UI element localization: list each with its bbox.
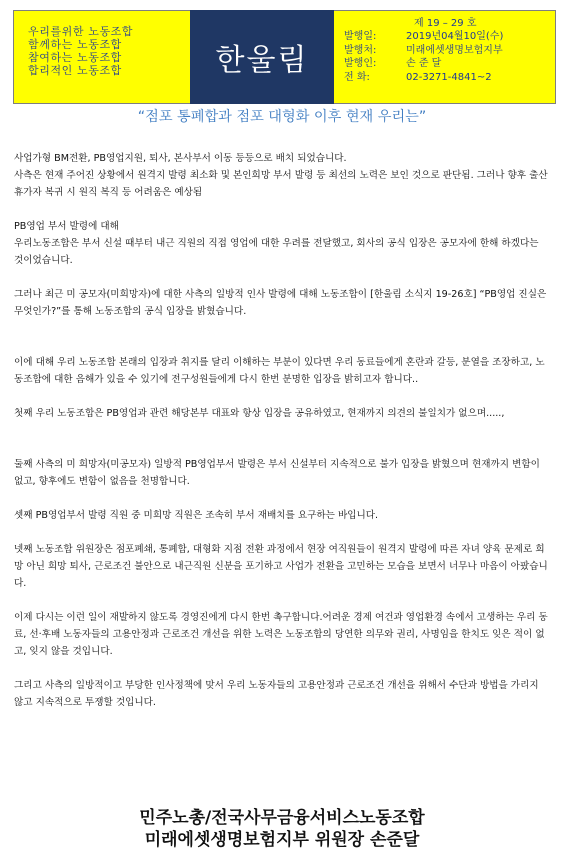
- paragraph: 사측은 현재 주어진 상황에서 원격지 발령 최소화 및 본인희망 부서 발령 등 최선의 노력은 보인 것으로 판단됨. 그러나 향후 출산 휴가자 복귀 시 원직 복직 등 어려움은 예상됨: [14, 170, 548, 198]
- paragraph: 이제 다시는 이런 일이 재발하지 않도록 경영진에게 다시 한번 촉구합니다.어려운 경제 여건과 영업환경 속에서 고생하는 우리 동료, 선·후배 노동자들의 고용안정과 근로조건 개선을 위한 노력은 노동조합의 당연한 의무와 권리, 사명임을 한치도 잊은 적이 없고, 잊지 않을 것입니다.: [14, 612, 548, 657]
- paragraph: 그리고 사측의 일방적이고 부당한 인사정책에 맞서 우리 노동자들의 고용안정과 근로조건 개선을 위해서 수단과 방법을 가리지 않고 지속적으로 투쟁할 것입니다.: [14, 680, 539, 708]
- issue-number: 제 19 – 29 호: [414, 18, 477, 29]
- slogan-line: 함께하는 노동조합: [28, 38, 122, 51]
- paragraph: 첫째 우리 노동조합은 PB영업과 관련 해당본부 대표와 항상 입장을 공유하였고, 현재까지 의견의 불일치가 없으며.....,: [14, 408, 505, 419]
- paragraph: 넷째 노동조합 위원장은 점포폐쇄, 통폐합, 대형화 지점 전환 과정에서 현장 여직원들이 원격지 발령에 따른 자녀 양육 문제로 희망 아닌 희망 퇴사, 근로조건 불안으로 내근직원 신분을 포기하고 사업가 전환을 고민하는 모습을 보면서 너무나 마음이 아팠습니다.: [14, 544, 548, 589]
- paragraph: 우리노동조합은 부서 신설 때부터 내근 직원의 직접 영업에 대한 우려를 전달했고, 회사의 공식 입장은 공모자에 한해 하겠다는 것이었습니다.: [14, 238, 539, 266]
- publisher-row: [344, 44, 552, 57]
- masthead-title: 한울림: [190, 10, 334, 104]
- article-headline: “점포 통폐합과 점포 대형화 이후 현재 우리는”: [137, 109, 427, 125]
- phone-number: 02-3271-4841~2: [406, 71, 492, 83]
- issuer-label: 발행인:: [344, 58, 377, 70]
- issuer: 손 준 달: [406, 58, 442, 70]
- slogan-line: 참여하는 노동조합: [28, 51, 122, 64]
- slogan-list: [28, 25, 188, 77]
- signature-block: [0, 807, 564, 851]
- section-subheading: PB영업 부서 발령에 대해: [14, 221, 119, 232]
- publish-date: 2019년04월10일(수): [406, 31, 504, 43]
- publish-date-row: [344, 30, 552, 43]
- paragraph: 그러나 최근 미 공모자(미희망자)에 대한 사측의 일방적 인사 발령에 대해 노동조합이 [한울림 소식지 19-26호] “PB영업 진실은 무엇인가?”를 통해 노동조합의 공식 입장을 밝혔습니다.: [14, 289, 547, 317]
- union-name: 민주노총/전국사무금융서비스노동조합: [139, 808, 425, 828]
- signatory: 미래에셋생명보험지부 위원장 손준달: [144, 830, 420, 850]
- slogan-line: 우리를위한 노동조합: [28, 25, 134, 38]
- publisher: 미래에셋생명보험지부: [406, 44, 503, 56]
- newsletter-header: [13, 10, 556, 104]
- paragraph: 셋째 PB영업부서 발령 직원 중 미희망 직원은 조속히 부서 재배치를 요구하는 바입니다.: [14, 510, 379, 521]
- issuer-row: [344, 57, 552, 70]
- article-body: [14, 150, 550, 711]
- publish-date-label: 발행일:: [344, 31, 377, 43]
- slogan-line: 합리적인 노동조합: [28, 64, 122, 77]
- paragraph: 사업가형 BM전환, PB영업지원, 퇴사, 본사부서 이동 등등으로 배치 되었습니다.: [14, 153, 347, 164]
- phone-label: 전 화:: [344, 71, 370, 83]
- phone-row: [344, 71, 552, 84]
- paragraph: 이에 대해 우리 노동조합 본래의 입장과 취지를 달리 이해하는 부분이 있다면 우리 동료들에게 혼란과 갈등, 분열을 조장하고, 노동조합에 대한 음해가 있을 수 있기에 전구성원들에게 다시 한번 분명한 입장을 밝히고자 합니다..: [14, 357, 545, 385]
- issue-info: [344, 17, 552, 84]
- publisher-label: 발행처:: [344, 44, 377, 56]
- paragraph: 둘째 사측의 미 희망자(미공모자) 일방적 PB영업부서 발령은 부서 신설부터 지속적으로 불가 입장을 밝혔으며 현재까지 변함이 없고, 향후에도 변함이 없음을 천명합니다.: [14, 459, 540, 487]
